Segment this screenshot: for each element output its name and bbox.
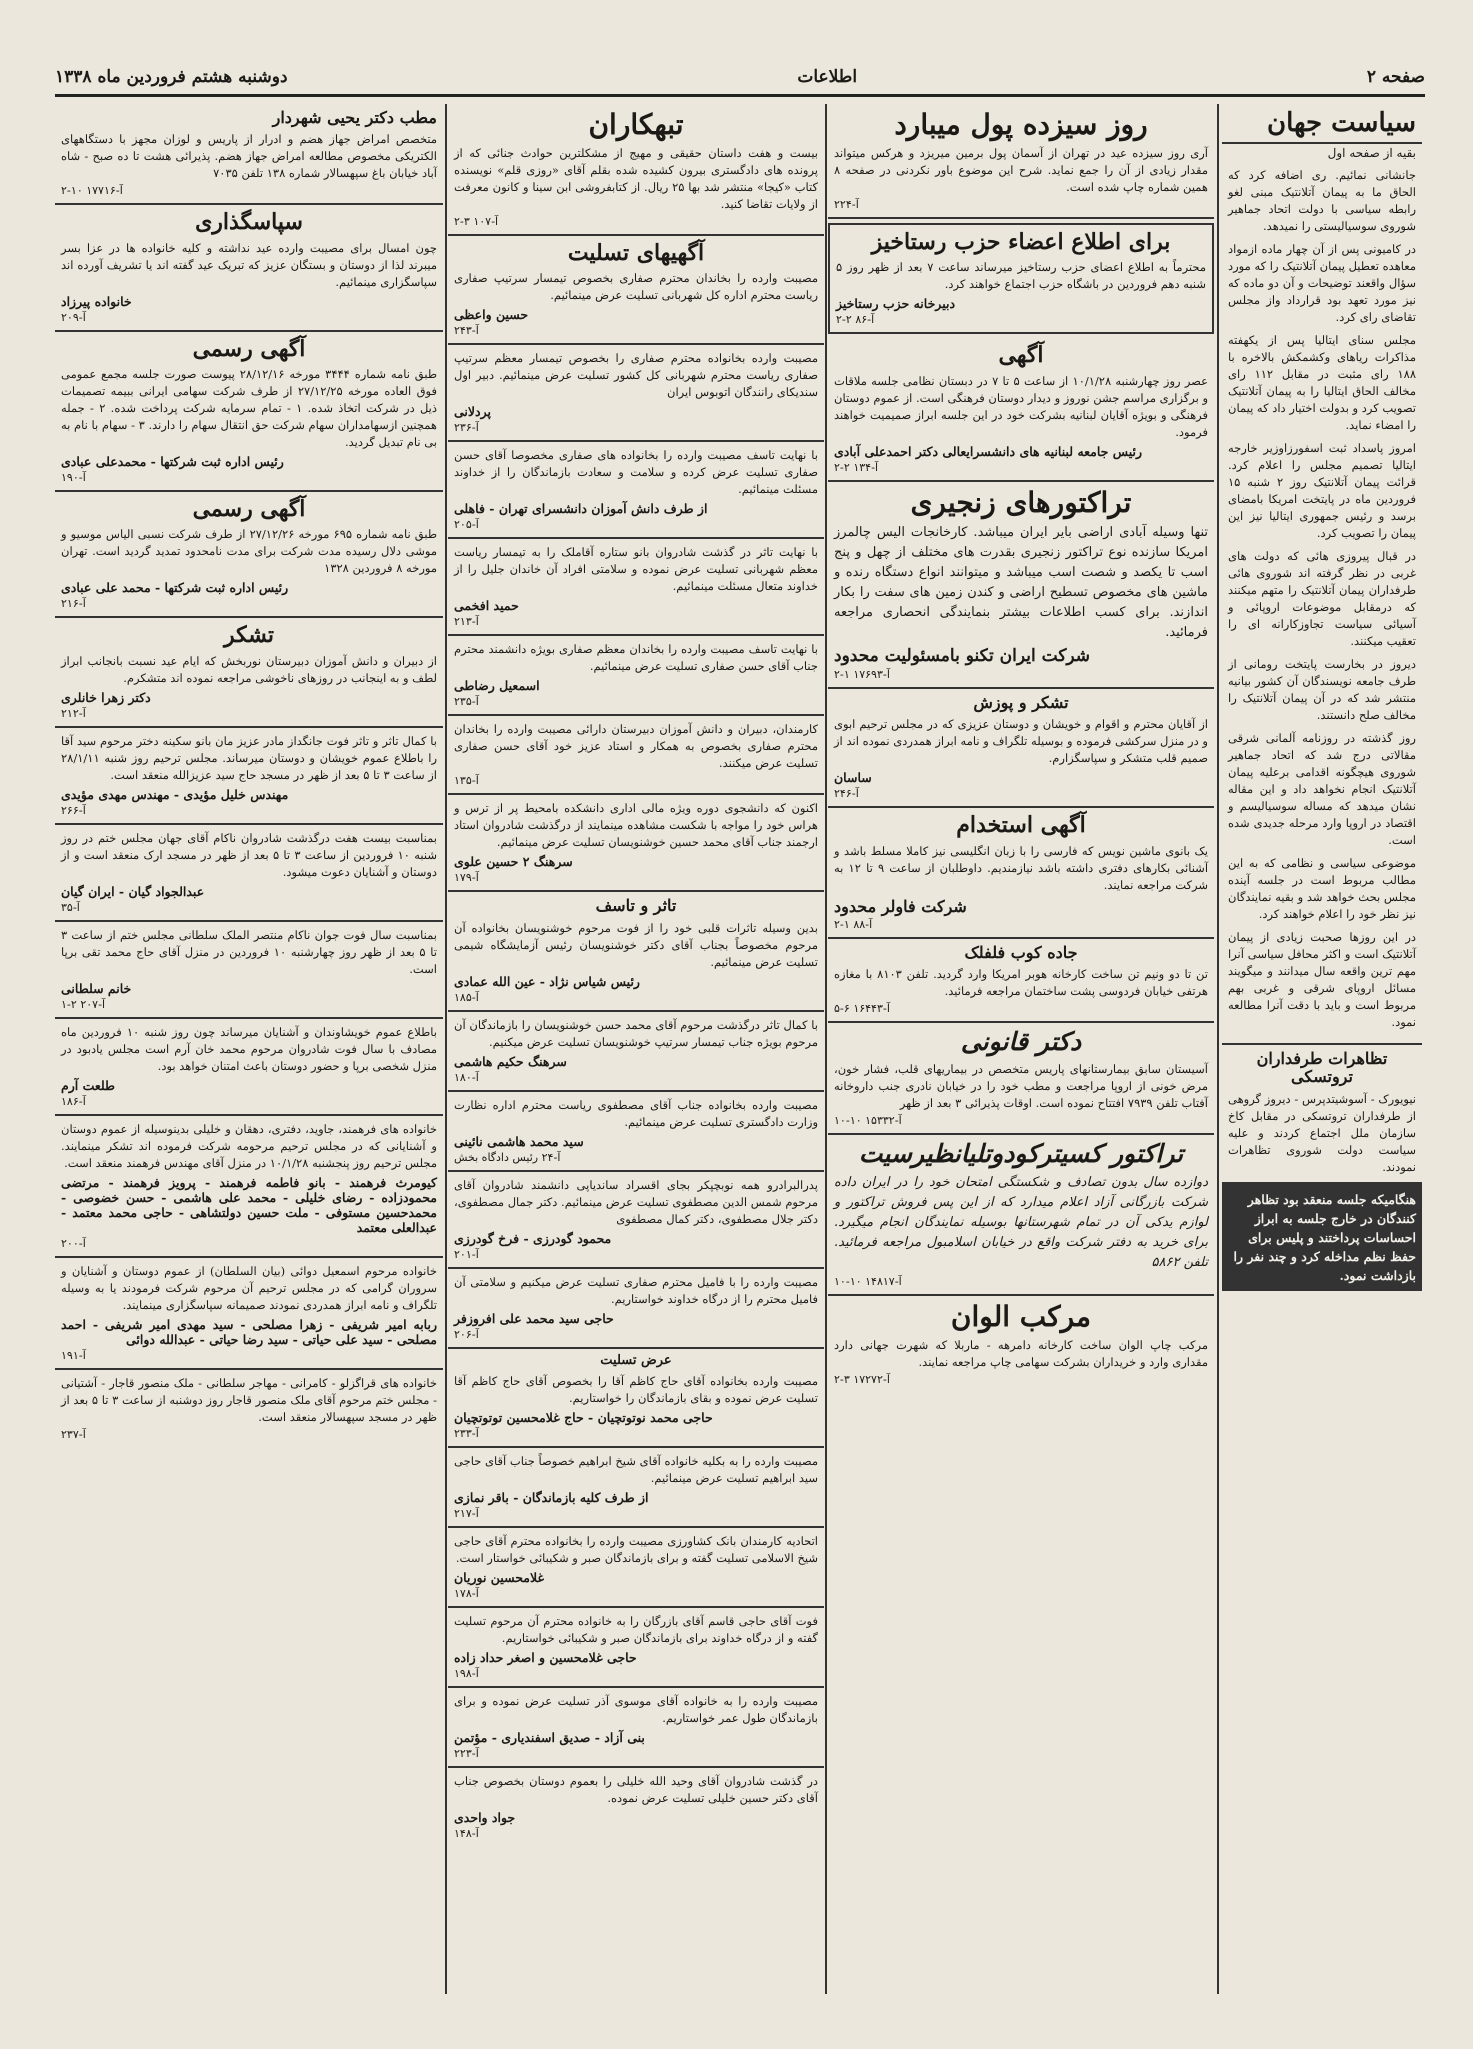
ad-code: آ-۱۷۷۱۶ ۱۰-۲ — [61, 184, 123, 198]
ad-block — [55, 922, 443, 1019]
paragraph: جانشانی نمائیم. ری اضافه کرد که الحاق ما به پیمان آتلانتیک مبنی لغو رابطه سیاسی با دولت اتحاد جماهیر شوروی سوسیالیستی را نمیدهد. — [1228, 168, 1416, 233]
ad-text: بمناسبت سال فوت جوان ناکام منتصر الملک سلطانی مجلس ختم از ساعت ۳ تا ۵ بعد از ظهر روز چهارشنبه ۱۰ فروردین در منزل آقای حاج محمد تقی برپا است. — [61, 927, 437, 976]
ad-signature: حاجی محمد نوتوتچیان - حاج غلامحسین توتوتچیان — [454, 1409, 713, 1425]
ad-title: آگهی — [998, 342, 1044, 369]
ad-signature: از طرف دانش آموزان دانشسرای تهران - فاهلی — [454, 501, 708, 517]
ad-block — [828, 223, 1214, 334]
ad-block — [448, 1608, 824, 1688]
section-subtitle: بقیه از صفحه اول — [1327, 146, 1416, 160]
ad-text: بمناسبت بیست هفت درگذشت شادروان ناکام آقای جهان مجلس ختم در روز شنبه ۱۰ فروردین از ساعت ۳ تا ۵ بعد از ظهر در مسجد ارک منعقد است و از دوستان و آشنایان دعوت میشود. — [61, 830, 437, 879]
ad-text: بدین وسیله تاثرات قلبی خود را از فوت مرحوم خوشنویسان بخانواده آن مرحوم مخصوصاً بجناب آقای دکتر خوشنویسان رئیس آزمایشگاه شیمی تسلیت عرض مینمائیم. — [454, 920, 818, 969]
ad-text: مصیبت وارده را به بکلیه خانواده آقای شیخ ابراهیم خصوصاً جناب آقای حاجی سید ابراهیم تسلیت عرض مینمائیم. — [454, 1453, 818, 1485]
ad-title: تشکر — [223, 622, 275, 649]
ad-text: مصیبت وارده را به خانواده آقای موسوی آذر تسلیت عرض نموده و برای بازماندگان طول عمر خواستاریم. — [454, 1693, 818, 1725]
ad-text: تنها وسیله آبادی اراضی بایر ایران میباشد. کارخانجات الیس چالمرز امریکا سازنده نوع تراکتور زنجیری بقدرت های مختلف از چهل و پنج اسب تا یکصد و شصت اسب میباشد و میتوانند انواع دستگاه رنده و ماشین های مخصوص تسطیح اراضی و کندن زمین های سفت را بکار اندازند. برای کسب اطلاعات بیشتر بنمایندگی انحصاری مراجعه فرمائید. — [834, 524, 1208, 640]
ad-text: خانواده مرحوم اسمعیل دوائی (بیان السلطان) از عموم دوستان و آشنایان و سروران گرامی که در مجلس ترحیم آن مرحوم شرکت فرمودند یا به وسیله تلگراف و نامه ابراز همدردی نمودند صمیمانه سپاسگزاری مینمایند. — [61, 1263, 437, 1312]
ad-block — [55, 205, 443, 331]
ad-code: آ-۱۷۸ — [454, 1586, 479, 1600]
ad-text: با نهایت تاسف مصیبت وارده را بخاندان معظم صفاری بویژه دانشمند محترم جناب آقای حسن صفاری تسلیت عرض مینمائیم. — [454, 642, 818, 674]
ad-code: آ-۲۳۳ — [454, 1426, 479, 1440]
ad-signature: مهندس خلیل مؤیدی - مهندس مهدی مؤیدی — [61, 786, 289, 802]
ad-title: مطب دکتر یحیی شهردار — [272, 108, 437, 127]
ad-signature: محمود گودرزی - فرخ گودرزی — [454, 1230, 612, 1246]
ad-code: آ-۱۴۸ — [454, 1826, 479, 1840]
ad-block — [448, 1688, 824, 1768]
ad-signature: سید محمد هاشمی نائینی — [454, 1133, 584, 1149]
ad-block — [55, 1019, 443, 1116]
ad-title: تراکتورهای زنجیری — [910, 485, 1132, 519]
masthead — [55, 60, 1425, 97]
ad-title: تاثر و تاسف — [595, 896, 677, 916]
ad-block — [448, 442, 824, 539]
ad-signature: حسین واعظی — [454, 307, 529, 323]
ad-block — [828, 1023, 1214, 1135]
ad-code: آ-۲۳۶ — [454, 421, 479, 435]
ad-block — [448, 636, 824, 716]
ad-title: جاده کوب فلفلک — [964, 942, 1078, 962]
ad-code: آ-۲۰۹ — [61, 310, 86, 324]
ad-block — [828, 1296, 1214, 1392]
ad-code: آ-۳۵ — [61, 900, 80, 914]
paragraph: روز گذشته در روزنامه آلمانی شرقی مقالاتی درج شد که اتحاد جماهیر شوروی هیچگونه اقدامی برعلیه پیمان آتلانتیک انجام نخواهد داد و این مقاله نشان میدهد که مساله سوسیالیسم و اقتصاد در اروپا وارد مرحله جدیدی شده است. — [1228, 731, 1416, 847]
ad-block — [448, 539, 824, 636]
ad-code: آ-۱۹۱ — [61, 1348, 86, 1362]
ad-signature: خانواده پیرزاد — [61, 293, 132, 309]
column-ads-4 — [55, 104, 443, 1994]
ad-text: باطلاع عموم خویشاوندان و آشنایان میرساند چون روز شنبه ۱۰ فروردین ماه مصادف با سال فوت شادروان مرحوم محمد خان آرم است مجلس یادبود در منزل شخصی برپا و حضور دوستان باعث امتنان خواهد بود. — [61, 1024, 437, 1073]
ad-code: آ-۲۰۵ — [454, 518, 479, 532]
ad-block — [448, 892, 824, 1011]
ad-signature: اسمعیل رضاطی — [454, 678, 540, 694]
ad-signature: حاجی غلامحسین و اصغر حداد زاده — [454, 1649, 637, 1665]
ad-block — [828, 1135, 1214, 1296]
ad-block — [55, 492, 443, 618]
ad-block — [55, 1370, 443, 1447]
ad-block — [828, 338, 1214, 481]
ad-text: خانواده های فرهمند، جاوید، دفتری، دهقان و خلیلی بدینوسیله از عموم دوستان و آشنایانی که در مجلس ترحیم مرحومه شرکت فرموده اند تشکر مینمایند. مجلس ترحیم روز پنجشنبه ۱۰/۱/۲۸ در منزل آقای مهندس فرهمند منعقد است. — [61, 1121, 437, 1170]
ad-code: آ-۲۴ رئیس دادگاه بخش — [454, 1150, 561, 1164]
ad-block — [448, 104, 824, 236]
ad-block — [55, 1116, 443, 1258]
ad-title: آگهی استخدام — [956, 812, 1086, 839]
ad-code: آ-۸۶ ۲-۲ — [836, 313, 875, 327]
ad-text: از دبیران و دانش آموزان دبیرستان نوربخش که ایام عید نسبت بانجانب ابراز لطف و به اینجانب در روزهای ناخوشی مراجعه نموده اند متشکرم. — [61, 653, 437, 685]
ad-code: آ-۱۰۷ ۳-۲ — [454, 215, 499, 229]
ad-text: محترماً به اطلاع اعضای حزب رستاخیز میرساند ساعت ۷ بعد از ظهر روز ۵ شنبه دهم فروردین در باشگاه حزب اجتماع خواهند کرد. — [836, 260, 1206, 292]
paragraph: در کامیونی پس از آن چهار ماده ازمواد معاهده تعطیل پیمان آتلانتیک را که مورد سؤال واقعند توضیحات و آن دو ماده که نیز مورد تعهد بود قرارداد واز مجلس تقاضای رای کرد. — [1228, 242, 1416, 324]
ad-block — [55, 728, 443, 825]
ad-signature: بنی آزاد - صدیق اسفندیاری - مؤتمن — [454, 1729, 645, 1745]
ad-block — [448, 345, 824, 442]
ad-block — [828, 482, 1214, 689]
ad-text: پدرالبرادرو همه نوبچپکر بجای اقسراد ساندیاپی دانشمند شادروان آقای مرحوم شمس الدین مصطفوی تسلیت عرض مینمائیم. دکتر جمال مصطفوی، دکتر جلال مصطفوی، دکتر کمال مصطفوی — [454, 1177, 818, 1226]
paragraph: امروز پاسداد ثبت اسفورزاوزیر خارجه ایتالیا تصمیم مجلس را اعلام کرد. قرائت پیمان آتلانتیک روز ۲ شنبه ۱۵ فروردین ماه در پایتخت امریکا بامضای برسد و رئیس جمهوری ایتالیا نیز این پیمان را تصویب کرد. — [1228, 441, 1416, 540]
ad-signature: ربابه امیر شریفی - زهرا مصلحی - سید مهدی امیر شریفی - احمد مصلحی - سید علی حیاتی - سید رضا حیاتی - عبدالله دوائی — [61, 1316, 437, 1347]
ad-code: آ-۲۰۷ ۲-۱ — [61, 997, 106, 1011]
ad-text: در گذشت شادروان آقای وحید الله خلیلی را بعموم دوستان بخصوص جناب آقای دکتر حسین خلیلی تسلیت عرض نموده. — [454, 1773, 818, 1805]
ad-block — [448, 1092, 824, 1172]
ad-block — [448, 236, 824, 345]
ad-text: اکنون که دانشجوی دوره ویژه مالی اداری دانشکده بامحیط پر از ترس و هراس خود را مواجه با شکست مشاهده مینمایند از درگذشت شادروان استاد ارجمند جناب آقای محمد حسین خوشنویسان تسلیت عرض مینمائیم. — [454, 801, 818, 850]
ad-title: سپاسگذاری — [195, 209, 303, 236]
ad-title: روز سیزده پول میبارد — [894, 108, 1148, 141]
ad-signature: رئیس جامعه لبنانیه های دانشسرایعالی دکتر احمدعلی آبادی — [834, 443, 1142, 459]
ad-text: چون امسال برای مصیبت وارده عید نداشته و کلیه خانواده ها در عزا بسر میبرند لذا از دوستان و بستگان عزیز که تبریک عید گفته اند یا تشریف آورده اند سپاسگزاری مینمائیم. — [61, 240, 437, 289]
ad-signature: دکتر زهرا خانلری — [61, 689, 151, 705]
paragraph: دیروز در بخارست پایتخت رومانی از طرف جامعه نویسندگان آن کشور بیانیه منتشر شد که در آن پیمان آتلانتیک را مخالف صلح دانستند. — [1228, 657, 1416, 722]
ad-block — [55, 825, 443, 922]
ad-signature: رئیس اداره ثبت شرکتها - محمد علی عبادی — [61, 580, 289, 596]
ad-text: خانواده های قراگزلو - کامرانی - مهاجر سلطانی - ملک منصور قاجار - آشتیانی - مجلس ختم مرحوم آقای ملک منصور قاجار روز دوشنبه از ساعت ۳ تا ۵ بعد از ظهر در مسجد سپهسالار منعقد است. — [61, 1375, 437, 1424]
column-ads-3 — [448, 104, 824, 1994]
ad-signature: سرهنگ ۲ حسین علوی — [454, 854, 573, 870]
paragraph: در این روزها صحبت زیادی از پیمان آتلانتیک است و اکثر محافل سیاسی آنرا مهم ترین واقعه سال میدانند و میگویند مسائل اروپای شرقی و غربی بهم مربوط است و باید با دقت آنرا مطالعه نمود. — [1228, 930, 1416, 1029]
ad-text: با کمال تاثر و تاثر فوت جانگداز مادر عزیز مان بانو سکینه دختر مرحوم سید آقا را باطلاع عموم خویشان و دوستان میرساند. مجلس ترحیم روز شنبه ۲۸/۱/۱۱ از ساعت ۳ تا ۵ بعد از ظهر در مسجد حاج سید عزیزالله منعقد است. — [61, 733, 437, 782]
ad-signature: حمید افخمی — [454, 598, 519, 614]
column-rule — [445, 104, 447, 1994]
ad-code: آ-۱۷۹ — [454, 871, 479, 885]
ad-text: یک بانوی ماشین نویس که فارسی را با زبان انگلیسی نیز کاملا مسلط باشد و آشنائی بکارهای دفتری داشته باشد نیازمندیم. داوطلبان از ساعت ۹ تا ۱۲ به شرکت مراجعه نمایند. — [834, 843, 1209, 892]
ad-block — [448, 1012, 824, 1092]
news-title: تظاهرات طرفداران تروتسکی — [1256, 1049, 1388, 1087]
ad-title: آگهیهای تسلیت — [567, 240, 705, 267]
ad-text: مصیبت وارده بخانواده جناب آقای مصطفوی ریاست محترم اداره نظارت وزارت دادگستری تسلیت عرض مینمائیم. — [454, 1097, 818, 1129]
ad-block — [448, 1768, 824, 1846]
ad-code: آ-۱۹۰ — [61, 470, 86, 484]
ad-title: آگهی رسمی — [192, 495, 306, 522]
ad-code: آ-۲۰۶ — [454, 1327, 479, 1341]
ad-title: دکتر قانونی — [960, 1027, 1082, 1057]
paragraph: مجلس سنای ایتالیا پس از یکهفته مذاکرات ریاهای وکشمکش بالاخره با ۱۸۸ رای مثبت در مقابل ۱۱۲ رای مخالف الحاق ایتالیا را به پیمان آتلانتیک تصویب کرد و بدولت اختیار داد که پیمان را امضاء نماید. — [1228, 333, 1416, 432]
ad-code: آ-۱۸۶ — [61, 1094, 86, 1108]
ad-code: آ-۱۳۵ — [454, 774, 479, 788]
ad-title: عرض تسلیت — [600, 1352, 672, 1368]
ad-text: فوت آقای حاجی قاسم آقای بازرگان را به خانواده محترم آن مرحوم تسلیت گفته و از درگاه خداوند برای بازماندگان صبر و شکیبائی خواستاریم. — [454, 1613, 818, 1645]
ad-code: آ-۲۳۵ — [454, 695, 479, 709]
ad-code: آ-۱۹۸ — [454, 1666, 479, 1680]
ad-text: طبق نامه شماره ۳۴۴۴ مورخه ۲۸/۱۲/۱۶ پیوست صورت جلسه مجمع عمومی فوق العاده مورخه ۲۷/۱۲/۲۵ از طرف شرکت سهامی ایرانی ببیمه تصمیمات ذیل در شرکت اتخاذ شده. ۱ - تمام سرمایه شرکت پرداخت شده. ۲ - جمله همچنین ازسهامداران سهام شرکت حق انتقال سهام را دارند. ۳ - سهام با نام به بی نام تبدیل گردید. — [61, 366, 438, 449]
column-rule — [825, 104, 827, 1994]
ad-code: آ-۲۴۳ — [454, 324, 479, 338]
paragraph: موضوعی سیاسی و نظامی که به این مطالب مربوط است در جلسه آینده مجلس بحث خواهد شد و بقیه نمایندگان نیز نظر خود را اعلام خواهند کرد. — [1228, 856, 1416, 921]
ad-text: مصیبت وارده را بخاندان محترم صفاری بخصوص تیمسار سرتیپ صفاری ریاست محترم اداره کل شهربانی تسلیت عرض مینمائیم. — [454, 271, 818, 303]
ad-code: آ-۱۸۰ — [454, 1070, 479, 1084]
ad-block — [55, 618, 443, 727]
inverse-box: هنگامیکه جلسه منعقد بود تظاهر کنندگان در خارج جلسه به ابراز احساسات پرداختند و پلیس برای حفظ نظم مداخله کرد و چند نفر را بازداشت نمود. — [1222, 1184, 1422, 1291]
column-ads-2 — [828, 104, 1214, 1994]
paragraph: در قبال پیروزی هائی که دولت های غربی در نظر گرفته اند شوروی هائی طرفداران پیمان آتلانتیک را متهم میکنند که درمقابل موضوعات اروپائی و آسیائی سیاست تجاوزکارانه ای را تعقیب میکنند. — [1228, 549, 1416, 648]
ad-code: آ-۲۶۶ — [61, 803, 86, 817]
article-body — [1222, 162, 1422, 1043]
ad-text: با نهایت تاثر در گذشت شادروان بانو ستاره آقاملک را به تیمسار ریاست معظم شهربانی تسلیت عرض نموده و سلامتی افراد آن خاندان جلیل را از خداوند متعال مسئلت مینمائیم. — [454, 545, 818, 594]
ad-block — [55, 1258, 443, 1370]
trotsky-news — [1222, 1043, 1422, 1184]
ad-title: برای اطلاع اعضاء حزب رستاخیز — [871, 229, 1171, 256]
ad-code: آ-۲۰۰ — [61, 1236, 86, 1250]
ad-code: آ-۲۲۴ — [834, 198, 859, 212]
ad-text: متخصص امراض جهاز هضم و ادرار از پاریس و لوزان مجهز با دستگاههای الکتریکی مخصوص مطالعه امراض جهاز هضم. پذیرائی هشت تا ده صبح - شاه آباد خیابان باغ سپهسالار شماره ۱۳۸ تلفن ۷۰۳۵ — [61, 132, 437, 181]
ad-block — [55, 332, 443, 492]
ad-code: آ-۱۷۲۷۲ ۳-۲ — [834, 1372, 890, 1386]
ad-title: تشکر و پوزش — [973, 692, 1069, 712]
ad-text: دوازده سال بدون تصادف و شکستگی امتحان خود را در ایران داده شرکت بازرگانی آزاد اعلام میدارد که از این پس فروش تراکتور و لوازم یدکی آن در تمام شهرستانها بوسیله نمایندگان انجام میگیرد. برای خرید به دفتر شرکت واقع در خیابان اسلامبول مراجعه فرمائید. تلفن ۵۸۶۲ — [834, 1174, 1208, 1270]
page-number: صفحه ۲ — [1366, 67, 1425, 87]
ad-signature: شرکت فاولر محدود — [834, 896, 967, 916]
ad-block — [448, 1528, 824, 1608]
ad-signature: شرکت ایران تکنو بامسئولیت محدود — [834, 645, 1091, 666]
ad-code: آ-۲۱۳ — [454, 615, 479, 629]
ad-code: آ-۲۲۳ — [454, 1746, 479, 1760]
ad-signature: جواد واحدی — [454, 1809, 516, 1825]
ad-code: آ-۱۵۳۳۲ ۱۰-۱۰ — [834, 1113, 902, 1127]
ad-signature: سرهنگ حکیم هاشمی — [454, 1053, 567, 1069]
issue-date: دوشنبه هشتم فروردین ماه ۱۳۳۸ — [55, 67, 288, 87]
ad-title: مرکب الوان — [950, 1299, 1092, 1333]
ad-signature: طلعت آرم — [61, 1077, 115, 1093]
ad-block — [828, 939, 1214, 1023]
ad-code: آ-۲۴۶ — [834, 787, 859, 801]
ad-text: با کمال تاثر درگذشت مرحوم آقای محمد حسن خوشنویسان را بازماندگان آن مرحوم بویژه جناب تیمسار سرتیپ خوشنویسان تسلیت عرض میکنیم. — [454, 1017, 818, 1049]
column-world-politics — [1222, 104, 1422, 1994]
ad-signature: رئیس شیاس نژاد - عین الله عمادی — [454, 973, 640, 989]
ad-code: آ-۱۸۵ — [454, 990, 479, 1004]
ad-text: کارمندان، دبیران و دانش آموزان دبیرستان دارائی مصیبت وارده را بخاندان محترم صفاری بخصوص به همکار و استاد عزیز خود آقای حسن صفاری تسلیت عرض میکنند. — [454, 722, 818, 771]
ad-signature: پردلانی — [454, 404, 491, 420]
ad-block — [828, 689, 1214, 808]
ad-block — [448, 795, 824, 892]
ad-signature: رئیس اداره ثبت شرکتها - محمدعلی عبادی — [61, 453, 284, 469]
ad-text: مصیبت وارده بخانواده محترم صفاری را بخصوص تیمسار معظم سرتیپ صفاری ریاست محترم شهربانی کل کشور تسلیت عرض مینمائیم. دبیر اول سندیکای رانندگان اتوبوس ایران — [454, 351, 818, 400]
ad-text: بیست و هفت داستان حقیقی و مهیج از مشکلترین حوادث جنائی که از پرونده های دادگستری بیرون کشیده شده بقلم آقای «روزی قلم» نویسنده کتاب «کیجا» منتشر شد بها ۲۵ ریال. از کتابفروشی ابن سینا و کانون معرفت از ولایات تقاضا کنید. — [454, 146, 818, 212]
news-text: نیویورک - آسوشیتدپرس - دیروز گروهی از طرفداران تروتسکی در مقابل کاخ سازمان ملل اجتماع کردند و علیه سیاست دولت شوروی تظاهرات نمودند. — [1228, 1091, 1416, 1174]
ad-text: با نهایت تاسف مصیبت وارده را بخانواده های صفاری مخصوصا آقای حسن صفاری تسلیت عرض کرده و سلامت و سعادت بازماندگان را از خداوند مسئلت مینمائیم. — [454, 448, 818, 497]
ad-code: آ-۲۱۶ — [61, 597, 86, 611]
ad-signature: خانم سلطانی — [61, 980, 132, 996]
ad-code: آ-۱۳۴ ۲-۲ — [834, 460, 879, 474]
ad-code: آ-۲۰۱ — [454, 1247, 479, 1261]
ad-title: تبهکاران — [588, 108, 684, 141]
ad-block — [828, 808, 1214, 938]
ad-signature: ساسان — [834, 770, 872, 786]
paper-name: اطلاعات — [797, 67, 858, 87]
ad-text: آری روز سیزده عید در تهران از آسمان پول برمین میریزد و هرکس میتواند مقدار زیادی از آن را جمع نماید. شرح این موضوع باور نکردنی در صفحه ۸ همین شماره چاپ شده است. — [834, 146, 1208, 195]
ad-text: مرکب چاپ الوان ساخت کارخانه دامرهه - ماربلا که شهرت جهانی دارد مقداری وارد و خریداران بشرکت سهامی چاپ مراجعه نمایند. — [834, 1337, 1208, 1369]
ad-block — [828, 104, 1214, 219]
ad-text: آسیستان سابق بیمارستانهای پاریس متخصص در بیماریهای قلب، فشار خون، مرض خونی از اروپا مراجعت و مطب خود را در خیابان نادری جنب داروخانه آفتاب تلفن ۷۹۳۹ افتتاح نموده است. اوقات پذیرائی ۳ بعد از ظهر — [834, 1061, 1208, 1110]
ad-title: آگهی رسمی — [192, 335, 306, 362]
ad-code: آ-۱۷۶۹۳ ۱-۲ — [834, 667, 890, 681]
ad-block — [448, 1349, 824, 1448]
ad-block — [448, 1269, 824, 1349]
ad-signature: حاجی سید محمد علی افروزفر — [454, 1310, 614, 1326]
ad-text: مصیبت وارده را با فامیل محترم صفاری تسلیت عرض میکنیم و سلامتی آن فامیل محترم را از درگاه خداوند خواستاریم. — [454, 1274, 818, 1306]
ad-block — [448, 1448, 824, 1528]
ad-signature: دبیرخانه حزب رستاخیز — [836, 296, 956, 312]
ad-signature: عبدالجواد گیان - ایران گیان — [61, 883, 205, 899]
ad-block — [448, 716, 824, 795]
ad-signature: از طرف کلیه بازماندگان - باقر نمازی — [454, 1489, 649, 1505]
ad-text: مصیبت وارده بخانواده آقای حاج کاظم آقا را بخصوص آقای حاج کاظم آقا تسلیت عرض نموده و بقای بازماندگان را خواستاریم. — [454, 1373, 818, 1405]
column-rule — [1217, 104, 1219, 1994]
ad-text: عصر روز چهارشنبه ۱۰/۱/۲۸ از ساعت ۵ تا ۷ در دبستان نظامی جلسه ملاقات و برگزاری مراسم جشن نوروز و دیدار دوستان فرهنگی است. از عموم دوستان فرهنگی و بویژه آقایان لبنانیه بشرکت خود در این جلسه ابراز صمیمیت خواهند فرمود. — [834, 373, 1209, 439]
ad-title: تراکتور کسیترکودوتلیانظیرسیت — [858, 1138, 1184, 1168]
ad-block — [55, 104, 443, 205]
ad-block — [448, 1172, 824, 1269]
ad-text: تن تا دو ونیم تن ساخت کارخانه هوبر امریکا وارد گردید. تلفن ۸۱۰۳ با مغازه هرتفی خیابان فردوسی پشت ساختمان مراجعه فرمائید. — [834, 967, 1209, 999]
ad-code: آ-۱۴۸۱۷ ۱۰-۱۰ — [834, 1274, 902, 1288]
ad-code: آ-۲۱۷ — [454, 1506, 479, 1520]
ad-code: آ-۲۳۷ — [61, 1427, 86, 1441]
ad-text: اتحادیه کارمندان بانک کشاورزی مصیبت وارده را بخانواده محترم آقای حاجی شیخ الاسلامی تسلیت گفته و برای بازماندگان صبر و شکیبائی خواستار است. — [454, 1533, 818, 1565]
ad-code: آ-۸۸ ۱-۲ — [834, 917, 873, 931]
ad-text: از آقایان محترم و اقوام و خویشان و دوستان عزیزی که در مجلس ترحیم ابوی و در منزل سرکشی فرموده و بوسیله تلگراف و نامه ابراز همدردی نموده اند از صمیم قلب متشکر و سپاسگزارم. — [834, 717, 1208, 766]
ad-signature: کیومرث فرهمند - بانو فاطمه فرهمند - پرویز فرهمند - مرتضی محمودزاده - رضای خلیلی - محمد علی هاشمی - حسن خضوصی - محمدحسین مستوفی - ملت حسین دولتشاهی - حاجی محمد معتمد - عبدالعلی معتمد — [61, 1174, 437, 1235]
ad-code: آ-۲۱۲ — [61, 706, 86, 720]
section-title: سیاست جهان — [1222, 104, 1422, 144]
ad-signature: غلامحسین نوریان — [454, 1569, 544, 1585]
ad-code: آ-۱۶۴۴۳ ۶-۵ — [834, 1002, 890, 1016]
ad-text: طبق نامه شماره ۶۹۵ مورخه ۲۷/۱۲/۲۶ از طرف شرکت نسبی الیاس موسیو و موشی دلال رسیده مدت شرکت برای مدت نامحدود تمدید گردید است. تهران مورخه ۸ فروردین ۱۳۲۸ — [61, 527, 437, 576]
